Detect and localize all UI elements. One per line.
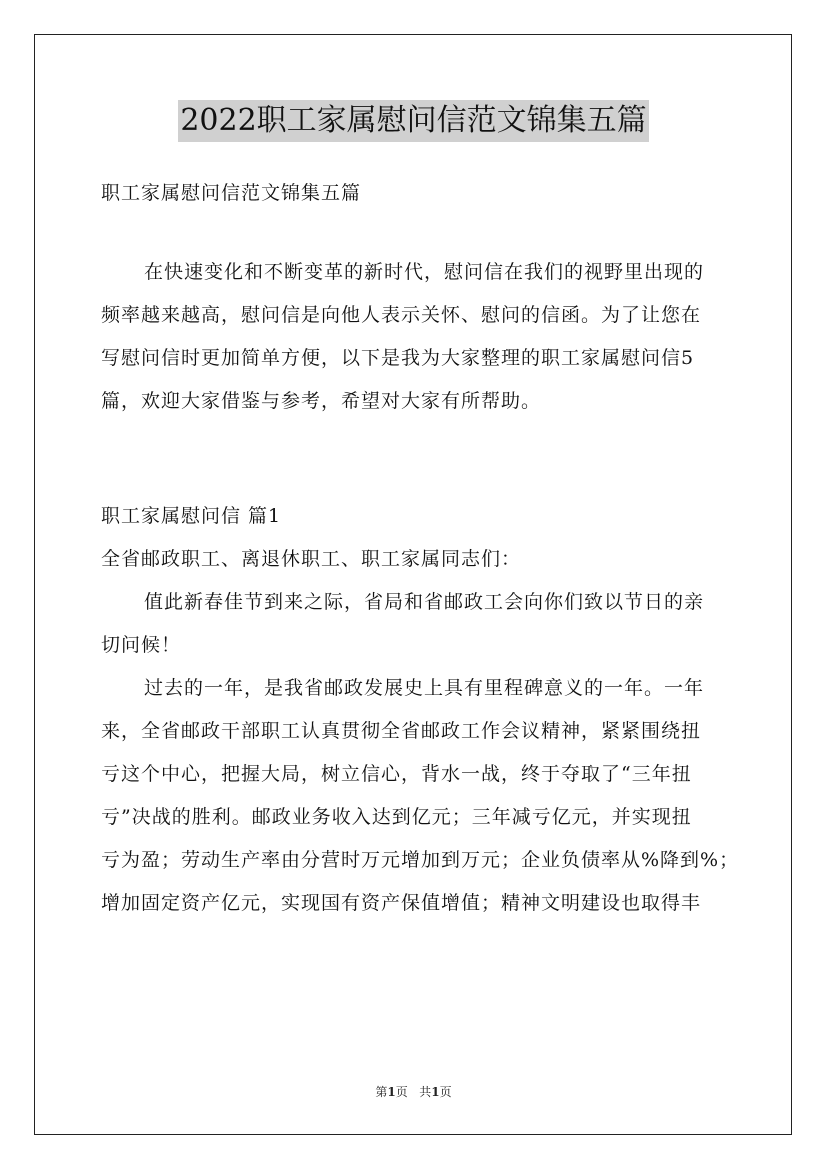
paragraph-line: 频率越来越高，慰问信是向他人表示关怀、慰问的信函。为了让您在	[101, 304, 702, 326]
paragraph-line: 篇，欢迎大家借鉴与参考，希望对大家有所帮助。	[101, 390, 542, 412]
paragraph-line: 亏”决战的胜利。邮政业务收入达到亿元；三年减亏亿元，并实现扭	[101, 806, 692, 828]
paragraph-line: 亏这个中心，把握大局，树立信心，背水一战，终于夺取了“三年扭	[101, 763, 692, 785]
paragraph-line: 增加固定资产亿元，实现国有资产保值增值；精神文明建设也取得丰	[101, 892, 702, 914]
document-body	[101, 172, 741, 925]
spacer	[101, 215, 741, 251]
paragraph-line: 在快速变化和不断变革的新时代，慰问信在我们的视野里出现的	[144, 261, 705, 283]
section-heading: 职工家属慰问信 篇1	[101, 505, 282, 527]
subtitle-line: 职工家属慰问信范文锦集五篇	[101, 182, 362, 204]
page-current: 1	[387, 1085, 396, 1099]
spacer	[101, 423, 741, 459]
page-label-prefix: 第	[375, 1085, 388, 1099]
paragraph-line: 写慰问信时更加简单方便，以下是我为大家整理的职工家属慰问信5	[101, 347, 695, 369]
title-container	[0, 100, 827, 142]
page-label-suffix: 页	[395, 1085, 408, 1099]
total-label-prefix: 共	[419, 1085, 432, 1099]
document-title: 2022职工家属慰问信范文锦集五篇	[178, 100, 648, 142]
page-footer	[0, 1083, 827, 1100]
paragraph-line: 值此新春佳节到来之际，省局和省邮政工会向你们致以节日的亲	[144, 591, 705, 613]
spacer	[101, 459, 741, 495]
page-total: 1	[431, 1085, 440, 1099]
total-label-suffix: 页	[439, 1085, 452, 1099]
paragraph-line: 切问候！	[101, 634, 182, 656]
paragraph-line: 过去的一年，是我省邮政发展史上具有里程碑意义的一年。一年	[144, 677, 705, 699]
paragraph-line: 亏为盈；劳动生产率由分营时万元增加到万元；企业负债率从%降到%；	[101, 849, 740, 871]
salutation-line: 全省邮政职工、离退休职工、职工家属同志们：	[101, 548, 522, 570]
paragraph-line: 来，全省邮政干部职工认真贯彻全省邮政工作会议精神，紧紧围绕扭	[101, 720, 702, 742]
